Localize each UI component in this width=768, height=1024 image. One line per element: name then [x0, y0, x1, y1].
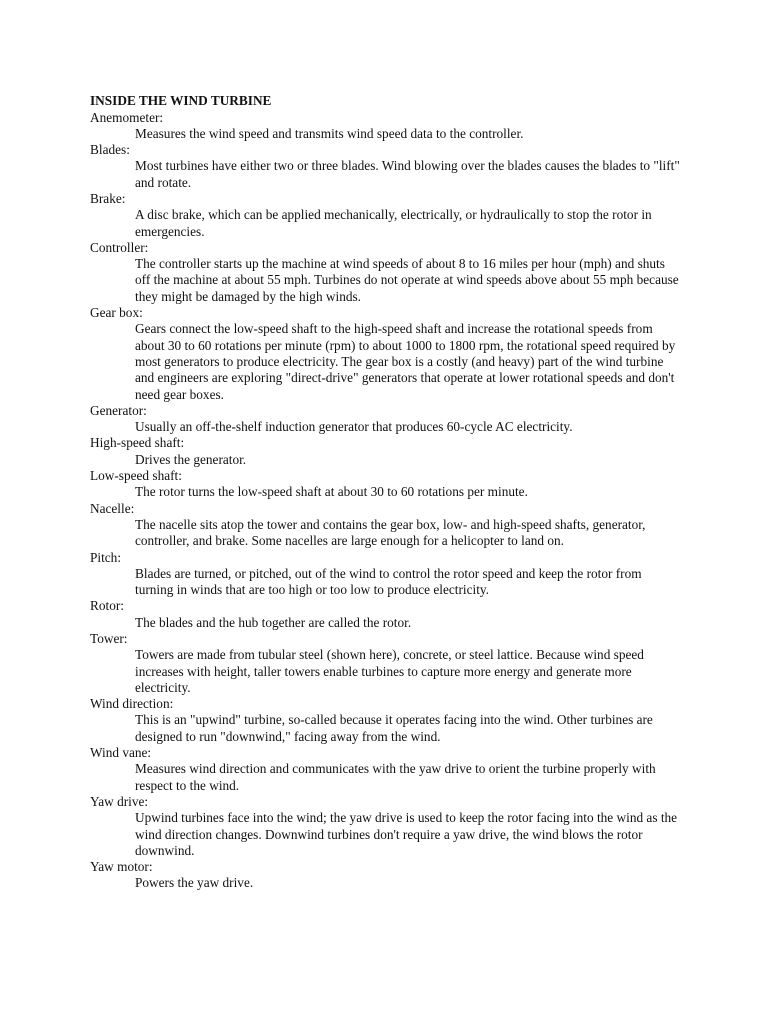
glossary-definition: Measures the wind speed and transmits wind speed data to the controller.	[135, 125, 524, 141]
glossary-definition: Upwind turbines face into the wind; the yaw drive is used to keep the rotor facing into the wind as the wind direction changes. Downwind turbines don't require a yaw drive, the wind blows the rotor downwind.	[135, 810, 678, 858]
glossary-term: Yaw motor:	[90, 859, 153, 875]
glossary-definition: Measures wind direction and communicates with the yaw drive to orient the turbine properly with respect to the wind.	[135, 761, 656, 793]
glossary-entry	[90, 305, 680, 403]
glossary-entry	[90, 191, 680, 240]
glossary-entry	[90, 598, 680, 631]
glossary-definition: Usually an off-the-shelf induction generator that produces 60-cycle AC electricity.	[135, 419, 573, 435]
glossary-entry	[90, 631, 680, 696]
glossary-entry	[90, 501, 680, 550]
glossary-entry	[90, 745, 680, 794]
glossary-entry	[90, 435, 680, 468]
glossary-term: Wind direction:	[90, 696, 174, 712]
document-title: INSIDE THE WIND TURBINE	[90, 93, 272, 108]
glossary-term: High-speed shaft:	[90, 435, 185, 451]
glossary-term: Anemometer:	[90, 109, 164, 125]
glossary-definition: Powers the yaw drive.	[135, 875, 254, 891]
glossary-entry	[90, 550, 680, 599]
glossary-definition: Blades are turned, or pitched, out of the wind to control the rotor speed and keep the rotor from turning in winds that are too high or too low to produce electricity.	[135, 565, 642, 598]
glossary-term: Low-speed shaft:	[90, 468, 182, 484]
glossary-entry	[90, 794, 680, 859]
glossary-definition: This is an "upwind" turbine, so-called because it operates facing into the wind. Other turbines are designed to run "downwind," facing away from the wind.	[135, 712, 653, 744]
glossary-definition: Towers are made from tubular steel (shown here), concrete, or steel lattice. Because wind speed increases with height, taller towers enable turbines to capture more energy and generate more electricity.	[135, 647, 644, 695]
glossary-entry	[90, 468, 680, 501]
glossary-term: Pitch:	[90, 549, 122, 565]
glossary-entry	[90, 696, 680, 745]
glossary-term: Blades:	[90, 142, 130, 158]
glossary-list	[90, 110, 680, 892]
glossary-term: Yaw drive:	[90, 793, 149, 809]
glossary-entry	[90, 110, 680, 143]
glossary-term: Tower:	[90, 631, 128, 646]
glossary-term: Controller:	[90, 239, 149, 255]
glossary-term: Rotor:	[90, 598, 124, 614]
glossary-entry	[90, 142, 680, 191]
glossary-term: Nacelle:	[90, 500, 135, 516]
glossary-term: Wind vane:	[90, 745, 152, 761]
glossary-entry	[90, 240, 680, 305]
glossary-definition: The rotor turns the low-speed shaft at about 30 to 60 rotations per minute.	[135, 484, 528, 500]
glossary-definition: Most turbines have either two or three blades. Wind blowing over the blades causes the blades to "lift" and rotate.	[135, 158, 680, 190]
glossary-definition: A disc brake, which can be applied mechanically, electrically, or hydraulically to stop the rotor in emergencies.	[135, 207, 652, 239]
glossary-definition: Drives the generator.	[135, 451, 247, 467]
glossary-entry	[90, 403, 680, 436]
glossary-term: Generator:	[90, 402, 147, 418]
glossary-entry	[90, 859, 680, 892]
glossary-term: Brake:	[90, 190, 126, 206]
glossary-definition: Gears connect the low-speed shaft to the high-speed shaft and increase the rotational speeds from about 30 to 60 rotations per minute (rpm) to about 1000 to 1800 rpm, the rotational speed required by most generators to produce electricity. The gear box is a costly (and heavy) part of the wind turbine and engineers are exploring "direct-drive" generators that operate at lower rotational speeds and don't need gear boxes.	[135, 321, 676, 402]
glossary-term: Gear box:	[90, 305, 143, 321]
glossary-definition: The blades and the hub together are called the rotor.	[135, 614, 412, 630]
glossary-definition: The controller starts up the machine at wind speeds of about 8 to 16 miles per hour (mph) and shuts off the machine at about 55 mph. Turbines do not operate at wind speeds above about 55 mph because they might be damaged by the high winds.	[135, 256, 679, 304]
glossary-definition: The nacelle sits atop the tower and contains the gear box, low- and high-speed shafts, generator, controller, and brake. Some nacelles are large enough for a helicopter to land on.	[135, 516, 646, 549]
